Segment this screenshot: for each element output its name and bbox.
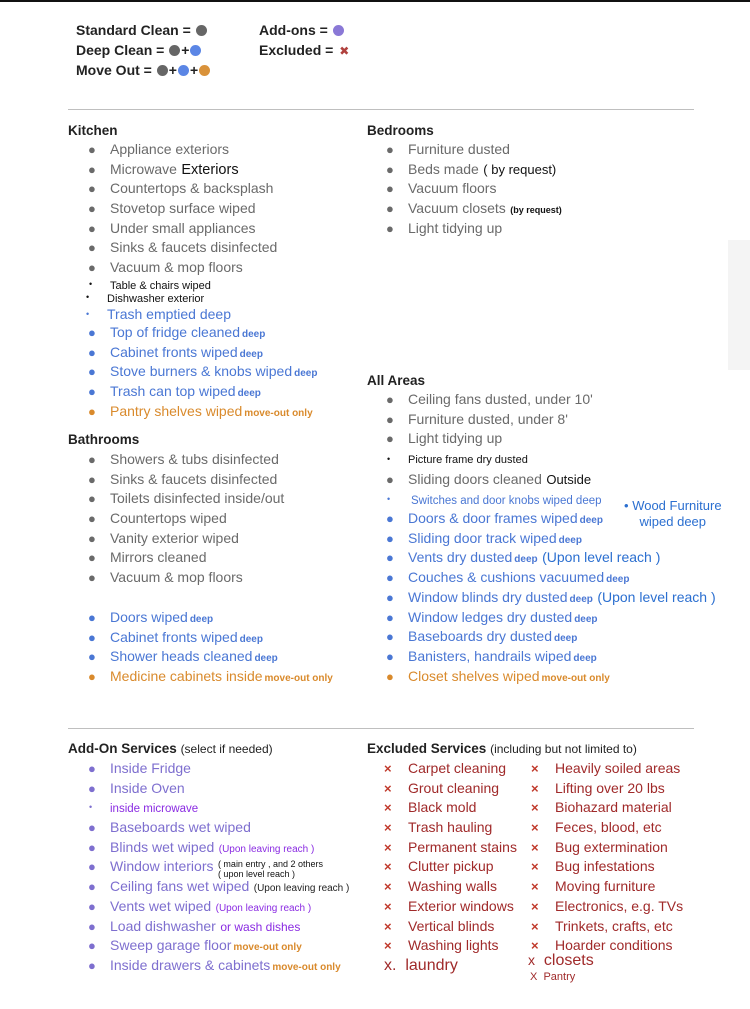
blue-dot-icon [190, 45, 201, 56]
list-item: ● Furniture dusted [386, 141, 510, 157]
list-item: ● Ceiling fans wet wiped (Upon leaving reach ) [88, 878, 350, 895]
list-item: × Carpet cleaning [384, 760, 507, 776]
gray-dot-icon [157, 65, 168, 76]
list-item: ● Mirrors cleaned [88, 549, 207, 566]
addons-list [88, 759, 350, 976]
list-item: ● Couches & cushions vacuumed deep [386, 569, 630, 586]
orange-dot-icon [199, 65, 210, 76]
list-item: ● Doors & door frames wiped deep [386, 510, 603, 527]
list-item: ● Vacuum closets (by request) [386, 200, 562, 217]
list-item: ● Beds made ( by request) [386, 160, 557, 177]
list-item: × Lifting over 20 lbs [531, 779, 665, 796]
list-item: ● Inside drawers & cabinets move-out only [88, 956, 341, 973]
all-areas-heading: All Areas [367, 373, 426, 388]
list-item: ● Stovetop surface wiped [88, 200, 256, 217]
list-item: ● Inside Fridge [88, 760, 191, 776]
list-item: ● Appliance exteriors [88, 141, 230, 157]
legend-standard: Standard Clean = [76, 20, 208, 40]
list-item: ● Ceiling fans dusted, under 10' [386, 391, 593, 407]
list-item: ● Showers & tubs disinfected [88, 451, 279, 467]
list-item: ● Window interiors ( main entry , and 2 others ( upon level reach ) [88, 858, 323, 880]
list-item: × Washing lights [384, 937, 499, 954]
list-item: × Washing walls [384, 878, 497, 895]
divider [68, 728, 694, 729]
list-item: × Feces, blood, etc [531, 819, 662, 836]
list-item: × Bug infestations [531, 858, 655, 875]
list-item: ● Sinks & faucets disinfected [88, 470, 278, 487]
list-item: × Black mold [384, 799, 477, 816]
list-item: × Biohazard material [531, 799, 672, 816]
list-item: • Table & chairs wiped [89, 278, 211, 292]
list-item: • Dishwasher exterior [86, 292, 205, 306]
list-item: ● Vents wet wiped (Upon leaving reach ) [88, 897, 312, 914]
list-item: × Clutter pickup [384, 858, 494, 875]
excluded-list-1 [384, 759, 517, 956]
list-item: ● Vacuum & mop floors [88, 259, 243, 276]
list-item: ● Inside Oven [88, 779, 185, 796]
list-item: × Moving furniture [531, 878, 656, 895]
top-border [0, 0, 750, 2]
list-item: • Switches and door knobs wiped deep [387, 494, 602, 508]
excluded-heading: Excluded Services (including but not limited to) [367, 741, 637, 756]
list-item: ● Toilets disinfected inside/out [88, 490, 285, 507]
list-item: ● Vanity exterior wiped [88, 529, 239, 546]
legend-deep: Deep Clean = + [76, 40, 202, 60]
background-band [728, 240, 750, 370]
list-item: × Hoarder conditions [531, 937, 673, 954]
excluded-pantry: X Pantry [530, 971, 576, 983]
gray-dot-icon [196, 25, 207, 36]
list-item: × Exterior windows [384, 897, 514, 914]
list-item: ● Stove burners & knobs wiped deep [88, 363, 318, 380]
list-item: × Trinkets, crafts, etc [531, 917, 673, 934]
addons-heading: Add-On Services (select if needed) [68, 741, 273, 756]
list-item: × Bug extermination [531, 838, 668, 855]
list-item: ● Trash can top wiped deep [88, 382, 261, 399]
list-item: ● Under small appliances [88, 219, 256, 236]
blue-dot-icon [178, 65, 189, 76]
list-item: ● Vacuum & mop floors [88, 569, 243, 586]
spacer [110, 588, 333, 608]
list-item: ● Shower heads cleaned deep [88, 648, 278, 665]
list-item: ● Closet shelves wiped move-out only [386, 667, 610, 684]
list-item: ● Cabinet fronts wiped deep [88, 628, 263, 645]
list-item: × Permanent stains [384, 838, 517, 855]
list-item: • Trash emptied deep [86, 305, 231, 322]
list-item: ● Baseboards wet wiped [88, 819, 251, 836]
list-item: × Heavily soiled areas [531, 760, 681, 776]
list-item: × Trash hauling [384, 819, 493, 836]
bathrooms-heading: Bathrooms [68, 432, 140, 447]
list-item: ● Medicine cabinets inside move-out only [88, 667, 333, 684]
list-item: × Electronics, e.g. TVs [531, 897, 684, 914]
list-item: ● Banisters, handrails wiped deep [386, 647, 597, 664]
list-item: ● Baseboards dry dusted deep [386, 628, 578, 645]
list-item: ● Light tidying up [386, 430, 503, 447]
list-item: ● Window blinds dry dusted deep (Upon level reach ) [386, 588, 716, 605]
list-item: ● Furniture dusted, under 8' [386, 410, 568, 427]
kitchen-list [86, 140, 318, 421]
list-item: ● Vacuum floors [386, 180, 497, 197]
list-item: ● Sliding door track wiped deep [386, 529, 582, 546]
wood-furniture-note: • Wood Furniture wiped deep [624, 498, 722, 529]
list-item: ● Load dishwasher or wash dishes [88, 917, 301, 934]
legend-excluded: Excluded = ✖ [259, 42, 350, 58]
x-icon: ✖ [339, 44, 350, 58]
gray-dot-icon [169, 45, 180, 56]
list-item: ● Sliding doors cleaned Outside [386, 471, 592, 488]
list-item: • Picture frame dry dusted [387, 454, 528, 467]
legend-move-out: Move Out = + + [76, 60, 211, 80]
excluded-closets: x closets [528, 952, 594, 969]
kitchen-heading: Kitchen [68, 123, 118, 138]
list-item: ● Vents dry dusted deep (Upon level reach ) [386, 549, 661, 566]
all-areas-list [386, 390, 716, 686]
list-item: ● Sinks & faucets disinfected [88, 239, 278, 256]
divider [68, 109, 694, 110]
list-item: ● Light tidying up [386, 219, 503, 236]
list-item: ● Blinds wet wiped (Upon leaving reach ) [88, 838, 315, 855]
list-item: ● Microwave Exteriors [88, 160, 239, 178]
list-item: × Vertical blinds [384, 917, 495, 934]
list-item: ● Doors wiped deep [88, 608, 214, 625]
bathrooms-list [88, 450, 333, 687]
list-item: ● Countertops wiped [88, 510, 227, 527]
list-item: ● Cabinet fronts wiped deep [88, 343, 263, 360]
bedrooms-list [386, 140, 562, 238]
legend-addons: Add-ons = [259, 20, 345, 40]
list-item: × Grout cleaning [384, 779, 500, 796]
excluded-list-2 [531, 759, 684, 956]
excluded-laundry: x. laundry [384, 957, 458, 974]
list-item: ● Countertops & backsplash [88, 180, 274, 197]
list-item: ● Sweep garage floor move-out only [88, 937, 302, 954]
purple-dot-icon [333, 25, 344, 36]
list-item: • inside microwave [89, 802, 199, 816]
bedrooms-heading: Bedrooms [367, 123, 434, 138]
list-item: ● Top of fridge cleaned deep [88, 323, 266, 340]
list-item: ● Window ledges dry dusted deep [386, 608, 598, 625]
list-item: ● Pantry shelves wiped move-out only [88, 402, 313, 419]
